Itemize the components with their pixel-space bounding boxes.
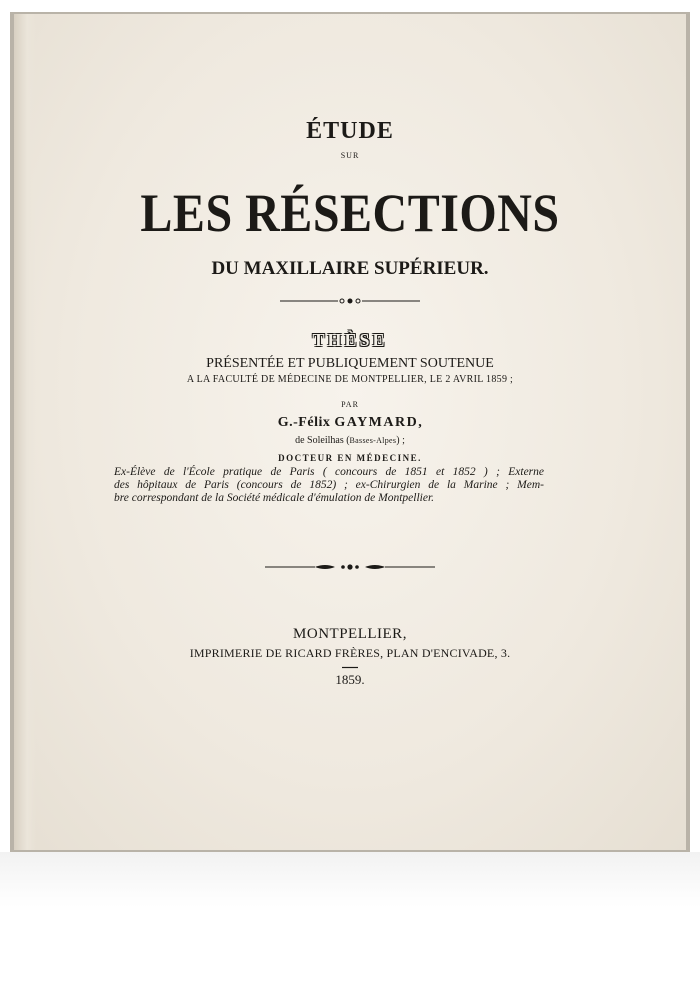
faculte-line: A LA FACULTÉ DE MÉDECINE DE MONTPELLIER, LE 2 AVRIL 1859 ; — [186, 374, 514, 385]
author-first-name: G.-Félix — [277, 415, 331, 430]
ornamental-rule-top — [14, 296, 686, 306]
ornamental-rule-bottom — [14, 562, 686, 572]
scan-background — [0, 852, 700, 990]
author-origin — [14, 435, 686, 446]
origin-prefix: de Soleilhas ( — [295, 435, 350, 446]
author-last-name: GAYMARD — [334, 415, 419, 430]
origin-region: Basses-Alpes — [349, 436, 397, 445]
title-page — [14, 14, 686, 850]
publication-year: 1859. — [335, 672, 365, 687]
printer-line: IMPRIMERIE DE RICARD FRÈRES, PLAN D'ENCIVADE, 3. — [189, 646, 511, 660]
author-comma: , — [418, 415, 423, 430]
these-heading: THÈSE — [312, 330, 388, 350]
publisher-city: MONTPELLIER, — [293, 626, 407, 642]
title-sur: SUR — [340, 151, 360, 160]
main-title: LES RÉSECTIONS — [140, 183, 560, 244]
title-etude: ÉTUDE — [306, 118, 394, 144]
author-biography — [114, 466, 544, 505]
presentee-line: PRÉSENTÉE ET PUBLIQUEMENT SOUTENUE — [206, 356, 494, 371]
bio-line: bre correspondant de la Société médicale d'émulation de Montpellier. — [114, 492, 435, 504]
par-label: PAR — [341, 400, 359, 409]
origin-suffix: ) ; — [396, 435, 405, 446]
bio-line: des hôpitaux de Paris (concours de 1852) ; ex-Chirurgien de la Marine ; Mem- — [114, 479, 544, 491]
author-line — [14, 415, 686, 431]
bio-line: Ex-Élève de l'École pratique de Paris ( concours de 1851 et 1852 ) ; Externe — [114, 466, 544, 478]
docteur-title: DOCTEUR EN MÉDECINE. — [278, 453, 422, 463]
subtitle: DU MAXILLAIRE SUPÉRIEUR. — [211, 258, 489, 279]
year-dash — [14, 666, 686, 669]
